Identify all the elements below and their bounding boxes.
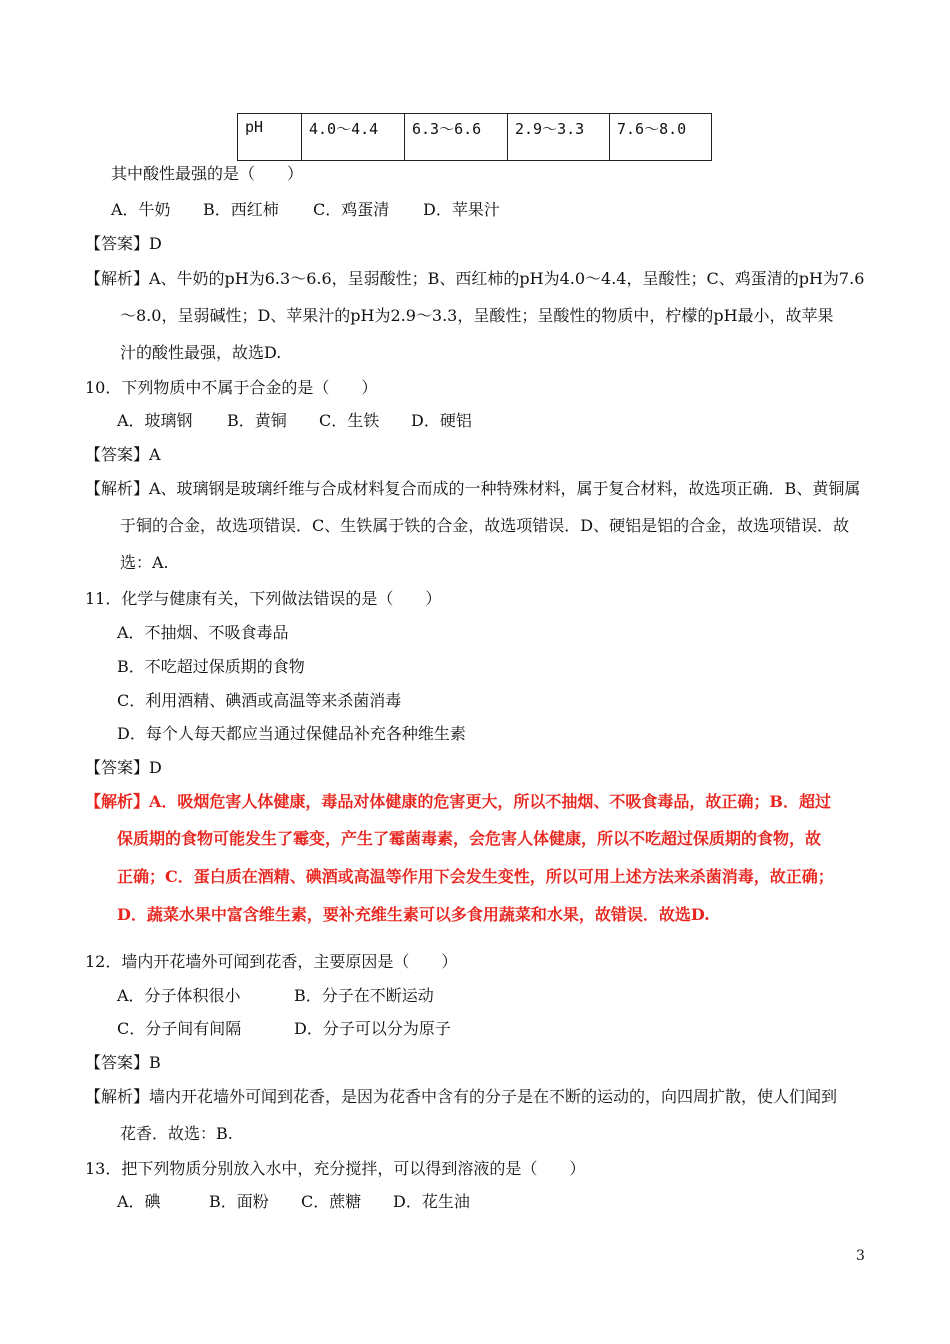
q9-option-c: C．鸡蛋清 — [313, 200, 390, 219]
q10-option-a: A．玻璃钢 — [117, 411, 193, 430]
q13-option-b: B．面粉 — [209, 1192, 269, 1211]
q13-option-d: D．花生油 — [393, 1192, 470, 1211]
q12-options-row2 — [117, 1018, 451, 1040]
q13-option-c: C．蔗糖 — [301, 1192, 362, 1211]
ph-label-cell: pH — [238, 114, 302, 161]
q9-options — [111, 199, 500, 221]
q9-option-d: D．苹果汁 — [423, 200, 500, 219]
q11-stem: 11．化学与健康有关，下列做法错误的是（ ） — [85, 589, 442, 608]
q11-analysis-line: 正确；C．蛋白质在酒精、碘酒或高温等作用下会发生变性，所以可用上述方法来杀菌消毒，故正确； — [117, 867, 834, 886]
q9-analysis-line: 【解析】A、牛奶的pH为6.3～6.6，呈弱酸性；B、西红柿的pH为4.0～4.4，呈酸性；C、鸡蛋清的pH为7.6 — [85, 269, 865, 288]
q12-option-b: B．分子在不断运动 — [294, 986, 434, 1005]
q10-option-b: B．黄铜 — [227, 411, 287, 430]
q11-option-b: B．不吃超过保质期的食物 — [117, 657, 305, 676]
q12-stem: 12．墙内开花墙外可闻到花香，主要原因是（ ） — [85, 952, 458, 971]
q11-analysis-line: 保质期的食物可能发生了霉变，产生了霉菌毒素，会危害人体健康，所以不吃超过保质期的食物，故 — [117, 829, 822, 848]
q11-option-d: D．每个人每天都应当通过保健品补充各种维生素 — [117, 724, 466, 743]
q9-analysis-line: 汁的酸性最强，故选D. — [120, 343, 282, 362]
ph-value-cell: 2.9～3.3 — [508, 114, 610, 161]
q13-stem: 13．把下列物质分别放入水中，充分搅拌，可以得到溶液的是（ ） — [85, 1159, 586, 1178]
q9-option-a: A．牛奶 — [111, 200, 171, 219]
q12-option-c: C．分子间有间隔 — [117, 1019, 242, 1038]
q11-analysis-line: 【解析】A．吸烟危害人体健康，毒品对体健康的危害更大，所以不抽烟、不吸食毒品，故正确；B．超过 — [85, 792, 831, 811]
q11-analysis-line: D．蔬菜水果中富含维生素，要补充维生素可以多食用蔬菜和水果，故错误．故选D. — [117, 905, 710, 924]
q12-analysis-line: 【解析】墙内开花墙外可闻到花香，是因为花香中含有的分子是在不断的运动的，向四周扩散，使人们闻到 — [85, 1087, 838, 1106]
q10-options — [117, 410, 472, 432]
q10-analysis-line: 【解析】A、玻璃钢是玻璃纤维与合成材料复合而成的一种特殊材料，属于复合材料，故选项正确．B、黄铜属 — [85, 479, 861, 498]
q9-stem: 其中酸性最强的是（ ） — [111, 164, 304, 183]
q12-analysis-line: 花香．故选：B. — [120, 1124, 233, 1143]
ph-value-cell: 6.3～6.6 — [405, 114, 508, 161]
q13-option-a: A．碘 — [117, 1192, 161, 1211]
q9-option-b: B．西红柿 — [203, 200, 279, 219]
q11-option-c: C．利用酒精、碘酒或高温等来杀菌消毒 — [117, 691, 402, 710]
page-number: 3 — [856, 1248, 865, 1264]
q13-options — [117, 1191, 470, 1213]
q10-option-d: D．硬铝 — [411, 411, 472, 430]
q10-analysis-line: 于铜的合金，故选项错误．C、生铁属于铁的合金，故选项错误．D、硬铝是铝的合金，故选项错误．故 — [120, 516, 850, 535]
q12-option-d: D．分子可以分为原子 — [294, 1019, 451, 1038]
q12-options-row1 — [117, 985, 434, 1007]
ph-value-cell: 7.6～8.0 — [610, 114, 712, 161]
q10-option-c: C．生铁 — [319, 411, 380, 430]
q10-answer: 【答案】A — [85, 445, 161, 464]
q9-analysis-line: ～8.0，呈弱碱性；D、苹果汁的pH为2.9～3.3，呈酸性；呈酸性的物质中，柠檬的pH最小，故苹果 — [120, 306, 834, 325]
q11-option-a: A．不抽烟、不吸食毒品 — [117, 623, 289, 642]
q11-answer: 【答案】D — [85, 758, 162, 777]
ph-value-cell: 4.0～4.4 — [302, 114, 405, 161]
q10-stem: 10．下列物质中不属于合金的是（ ） — [85, 378, 378, 397]
q9-answer: 【答案】D — [85, 234, 162, 253]
ph-table — [237, 113, 712, 161]
q12-answer: 【答案】B — [85, 1053, 161, 1072]
table-row — [238, 114, 712, 161]
q10-analysis-line: 选：A. — [120, 553, 169, 572]
q12-option-a: A．分子体积很小 — [117, 986, 241, 1005]
